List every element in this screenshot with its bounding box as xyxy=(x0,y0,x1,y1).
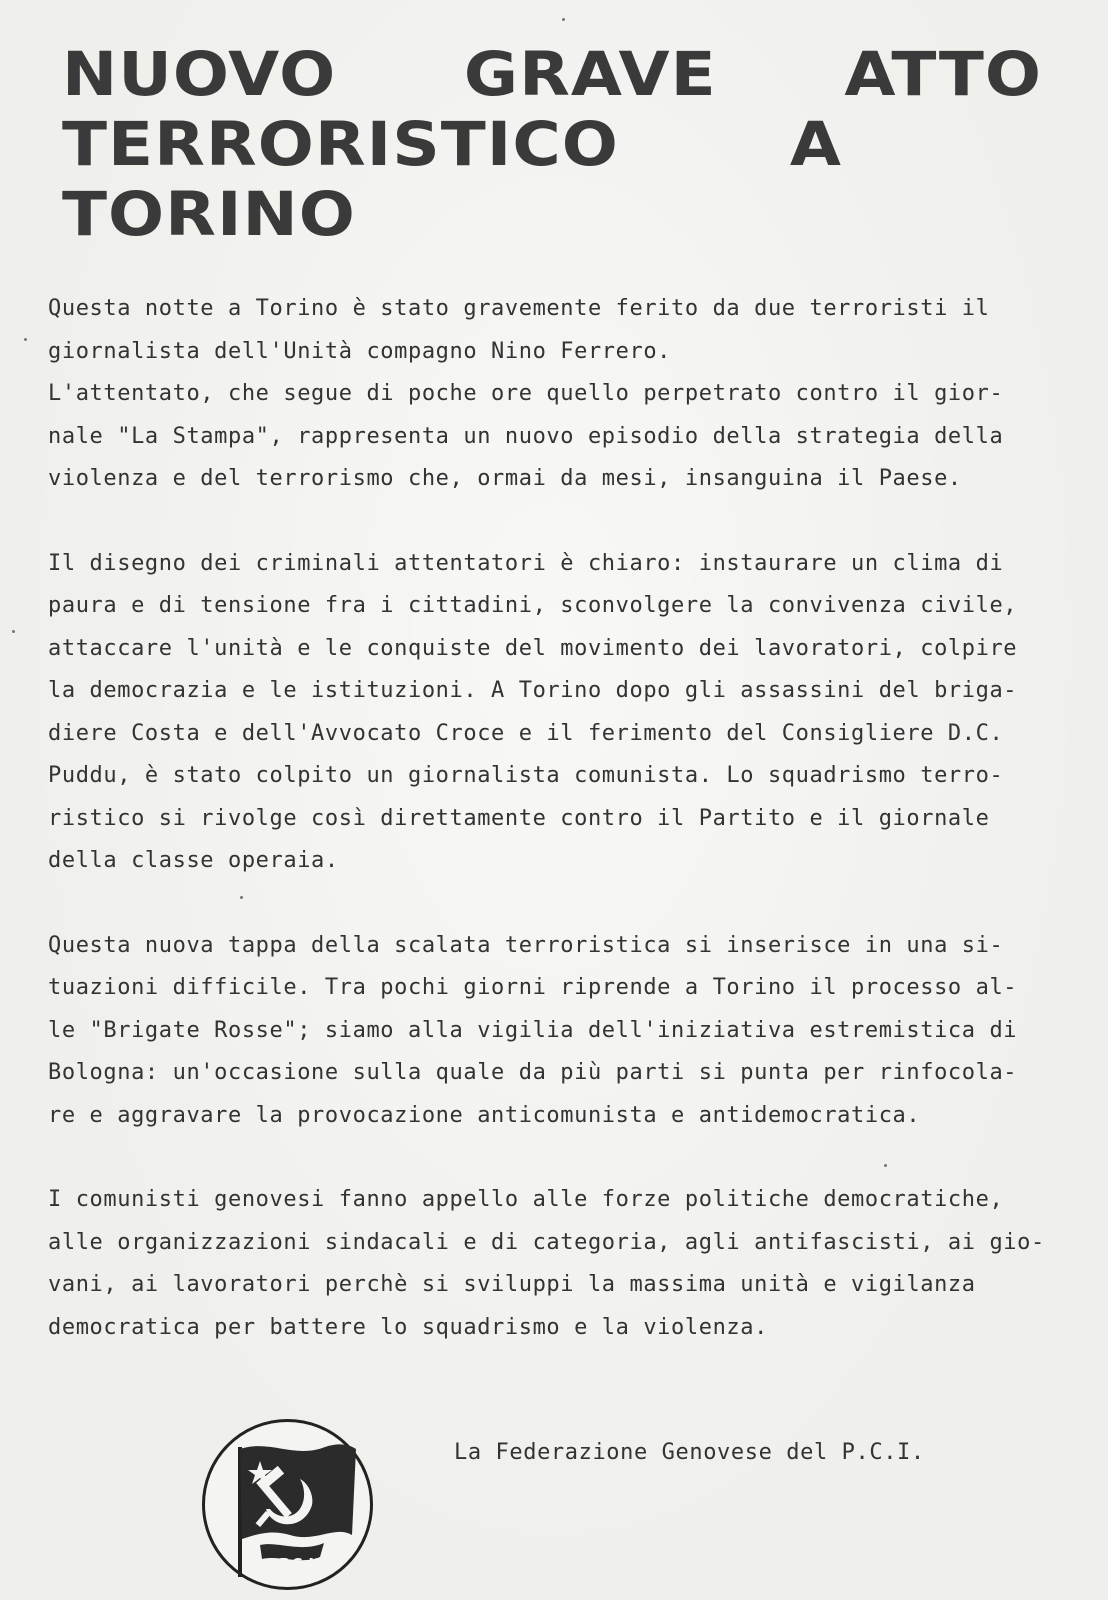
headline-word: TORINO xyxy=(62,178,356,250)
headline-word: ATTO xyxy=(844,39,1042,110)
headline-word: TERRORISTICO xyxy=(62,109,619,180)
headline-word: GRAVE xyxy=(463,39,717,110)
paragraph-4: I comunisti genovesi fanno appello alle forze politiche democratiche, alle organizzazioni sindacali e di categoria, agli antifascisti, ai gio- vani, ai lavoratori perchè si sviluppi la massima unità e vigilanza democratica per battere lo squadrismo e la violenza. xyxy=(48,1187,1045,1340)
paper-speck xyxy=(240,896,243,899)
headline-word: NUOVO xyxy=(62,39,337,110)
headline-line-2 xyxy=(62,110,842,180)
body-text xyxy=(48,288,1058,1391)
paragraph-1: Questa notte a Torino è stato gravemente ferito da due terroristi il giornalista dell'Unità compagno Nino Ferrero. L'attentato, che segue di poche ore quello perpetrato contro il gior- nale "La Stampa", rappresenta un nuovo episodio della strategia della violenza e del terrorismo che, ormai da mesi, insanguina il Paese. xyxy=(48,296,1004,491)
headline-line-3 xyxy=(62,180,1042,250)
paper-speck xyxy=(12,630,15,633)
paragraph-2: Il disegno dei criminali attentatori è chiaro: instaurare un clima di paura e di tensione fra i cittadini, sconvolgere la convivenza civile, attaccare l'unità e le conquiste del movimento dei lavoratori, colpire la democrazia e le istituzioni. A Torino dopo gli assassini del briga- diere Costa e dell'Avvocato Croce e il ferimento del Consigliere D.C. Puddu, è stato colpito un giornalista comunista. Lo squadrismo terro- ristico si rivolge così direttamente contro il Partito e il giornale della classe operaia. xyxy=(48,550,1018,873)
paper-speck xyxy=(884,1164,887,1167)
signature: La Federazione Genovese del P.C.I. xyxy=(454,1440,925,1465)
headline xyxy=(62,40,1042,250)
paragraph-3: Questa nuova tappa della scalata terroristica si inserisce in una si- tuazioni difficile. Tra pochi giorni riprende a Torino il processo al- le "Brigate Rosse"; siamo alla vigilia dell'iniziativa estremistica di Bologna: un'occasione sulla quale da più parti si punta per rinfocola- re e aggravare la provocazione anticomunista e antidemocratica. xyxy=(48,932,1018,1128)
paper-speck xyxy=(562,18,565,21)
paper-speck xyxy=(24,338,27,341)
pci-logo xyxy=(200,1417,375,1592)
headline-line-1 xyxy=(62,40,1042,110)
logo-label: P.C.I. xyxy=(278,1555,319,1573)
headline-word: A xyxy=(789,109,842,180)
